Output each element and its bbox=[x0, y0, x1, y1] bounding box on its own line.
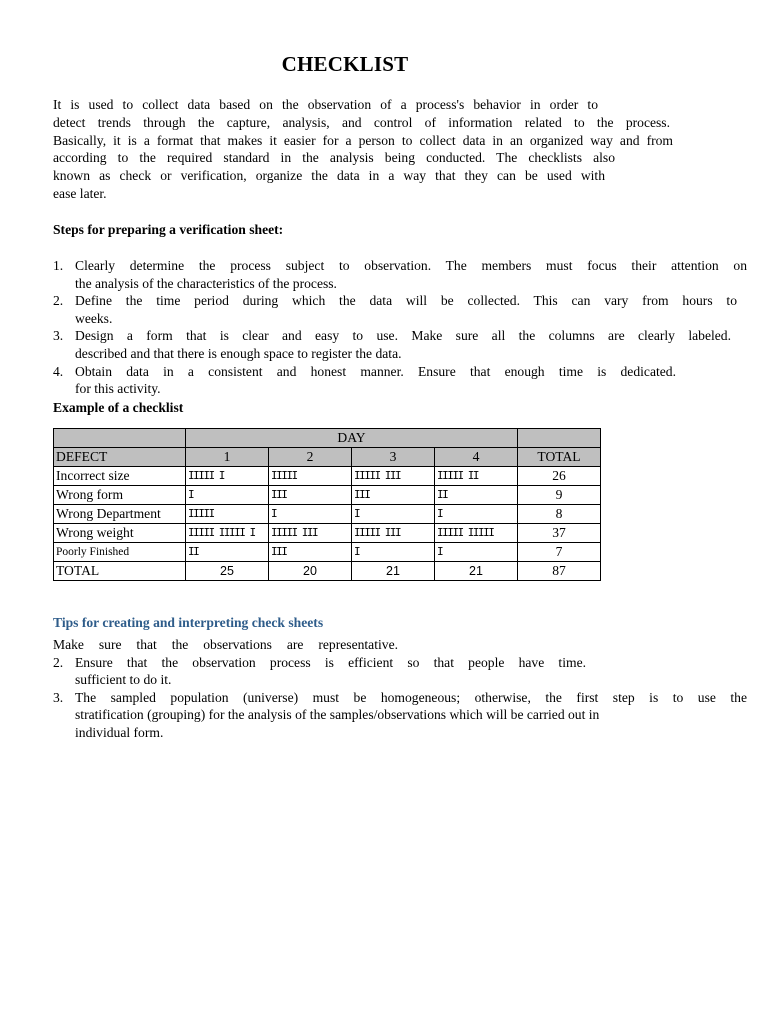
tips-list bbox=[53, 636, 747, 742]
page-title: CHECKLIST bbox=[281, 52, 409, 76]
tip-line: The sampled population (universe) must be homogeneous; otherwise, the first step is to use the bbox=[75, 689, 747, 705]
step-line: the analysis of the characteristics of the process. bbox=[75, 275, 337, 291]
intro-line: according to the required standard in the analysis being conducted. The checklists also bbox=[53, 150, 615, 166]
tally-cell: IIIII bbox=[186, 505, 269, 524]
row-total: 37 bbox=[518, 524, 601, 543]
defect-name: Wrong Department bbox=[54, 505, 186, 524]
table-row bbox=[54, 524, 601, 543]
tally-cell: IIIII II bbox=[435, 467, 518, 486]
tally-cell: III bbox=[269, 543, 352, 562]
tally-cell: IIIII III bbox=[352, 524, 435, 543]
tally-cell: II bbox=[186, 543, 269, 562]
defect-name: Wrong weight bbox=[54, 524, 186, 543]
tally-cell: IIIII bbox=[269, 467, 352, 486]
day-number: 2 bbox=[269, 448, 352, 467]
table-header-cell bbox=[518, 429, 601, 448]
tally-cell: IIIII IIIII bbox=[435, 524, 518, 543]
intro-line: detect trends through the capture, analysis, and control of information related to the process. bbox=[53, 114, 670, 130]
tally-cell: II bbox=[435, 486, 518, 505]
tally-cell: I bbox=[269, 505, 352, 524]
tip-line: stratification (grouping) for the analysis of the samples/observations which will be carried out in bbox=[75, 707, 600, 723]
tip-line: Ensure that the observation process is efficient so that people have time. bbox=[75, 654, 586, 670]
list-item bbox=[53, 363, 747, 398]
tally-cell: IIIII I bbox=[186, 467, 269, 486]
tally-cell: III bbox=[352, 486, 435, 505]
step-line: described and that there is enough space to register the data. bbox=[75, 345, 402, 361]
tally-cell: I bbox=[435, 543, 518, 562]
step-line: weeks. bbox=[75, 310, 113, 326]
grand-total: 87 bbox=[518, 562, 601, 581]
totals-row bbox=[54, 562, 601, 581]
step-number: 1. bbox=[53, 258, 64, 273]
list-item bbox=[53, 257, 747, 292]
table-header-cell bbox=[54, 429, 186, 448]
step-line: Clearly determine the process subject to observation. The members must focus their attention on bbox=[75, 258, 747, 273]
total-header: TOTAL bbox=[518, 448, 601, 467]
list-item bbox=[53, 292, 747, 327]
row-total: 9 bbox=[518, 486, 601, 505]
tally-cell: I bbox=[186, 486, 269, 505]
tally-cell: I bbox=[352, 505, 435, 524]
intro-line: Basically, it is a format that makes it easier for a person to collect data in an organized way and from bbox=[53, 132, 673, 148]
tip-line: individual form. bbox=[75, 724, 164, 740]
table-row bbox=[54, 505, 601, 524]
step-line: Obtain data in a consistent and honest manner. Ensure that enough time is dedicated. bbox=[75, 363, 676, 379]
steps-list bbox=[53, 257, 747, 398]
step-line: Design a form that is clear and easy to use. Make sure all the columns are clearly labeled. bbox=[75, 328, 731, 344]
day-number: 3 bbox=[352, 448, 435, 467]
tip-number: 2. bbox=[53, 654, 64, 670]
intro-line: known as check or verification, organize the data in a way that they can be used with bbox=[53, 168, 605, 184]
tally-cell: III bbox=[269, 486, 352, 505]
defect-name: Poorly Finished bbox=[54, 543, 186, 562]
day-total: 20 bbox=[269, 562, 352, 581]
day-total: 21 bbox=[435, 562, 518, 581]
row-total: 7 bbox=[518, 543, 601, 562]
step-line: Define the time period during which the data will be collected. This can vary from hours to bbox=[75, 293, 737, 309]
checklist-table bbox=[53, 428, 601, 581]
day-header: DAY bbox=[186, 429, 518, 448]
totals-label: TOTAL bbox=[54, 562, 186, 581]
defect-name: Wrong form bbox=[54, 486, 186, 505]
intro-line: ease later. bbox=[53, 185, 107, 201]
list-item bbox=[53, 327, 747, 362]
intro-paragraph bbox=[53, 96, 673, 203]
defect-header: DEFECT bbox=[54, 448, 186, 467]
tip-line: Make sure that the observations are representative. bbox=[53, 637, 398, 652]
step-number: 4. bbox=[53, 363, 64, 379]
list-item bbox=[53, 654, 747, 689]
tally-cell: I bbox=[435, 505, 518, 524]
tips-heading: Tips for creating and interpreting check sheets bbox=[53, 615, 324, 630]
example-heading: Example of a checklist bbox=[53, 400, 184, 415]
row-total: 8 bbox=[518, 505, 601, 524]
list-item bbox=[53, 636, 747, 654]
day-total: 21 bbox=[352, 562, 435, 581]
intro-line: It is used to collect data based on the observation of a process's behavior in order to bbox=[53, 97, 598, 112]
tip-number: 3. bbox=[53, 689, 64, 705]
step-line: for this activity. bbox=[75, 381, 161, 397]
table-header-row bbox=[54, 448, 601, 467]
tally-cell: IIIII III bbox=[269, 524, 352, 543]
row-total: 26 bbox=[518, 467, 601, 486]
day-total: 25 bbox=[186, 562, 269, 581]
day-number: 1 bbox=[186, 448, 269, 467]
table-row bbox=[54, 543, 601, 562]
table-row bbox=[54, 486, 601, 505]
defect-name: Incorrect size bbox=[54, 467, 186, 486]
tally-cell: IIIII IIIII I bbox=[186, 524, 269, 543]
step-number: 2. bbox=[53, 293, 64, 309]
table-header-row bbox=[54, 429, 601, 448]
step-number: 3. bbox=[53, 328, 64, 344]
tally-cell: IIIII III bbox=[352, 467, 435, 486]
table-row bbox=[54, 467, 601, 486]
tally-cell: I bbox=[352, 543, 435, 562]
tip-line: sufficient to do it. bbox=[75, 672, 172, 688]
day-number: 4 bbox=[435, 448, 518, 467]
list-item bbox=[53, 689, 747, 742]
steps-heading: Steps for preparing a verification sheet: bbox=[53, 222, 284, 237]
